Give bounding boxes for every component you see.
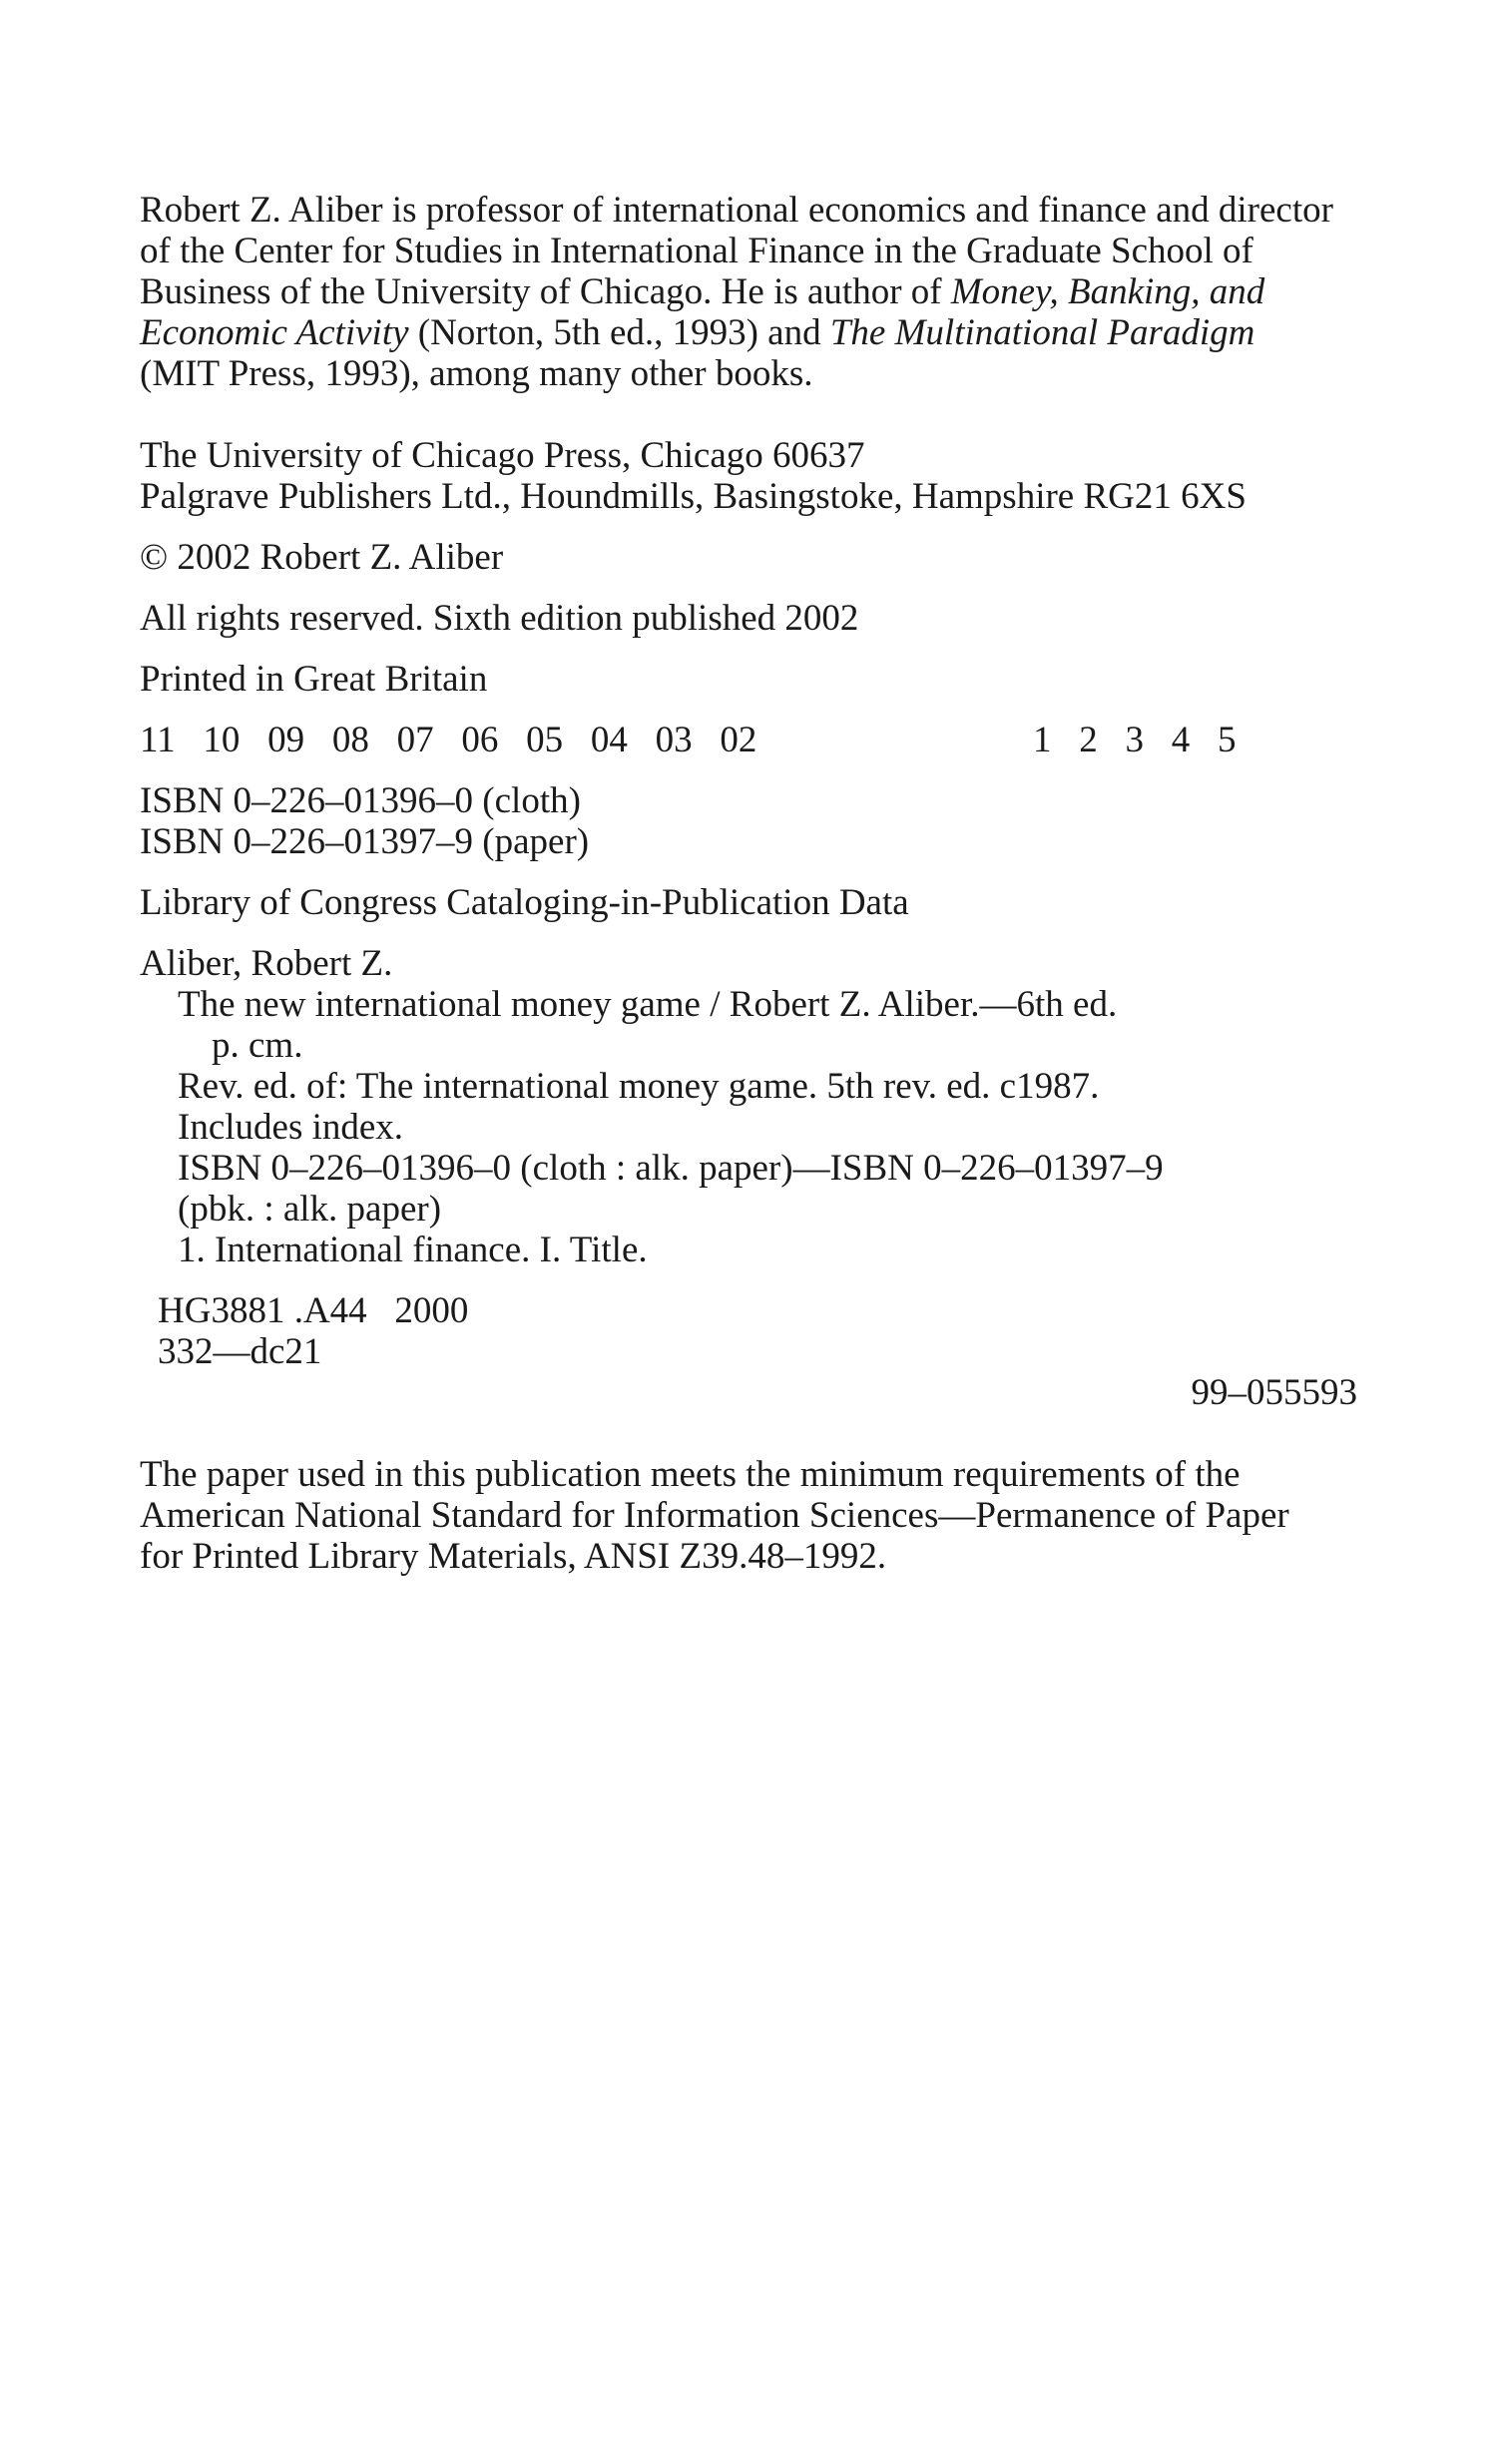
isbn-paper: ISBN 0–226–01397–9 (paper)	[140, 821, 590, 862]
cip-heading: Library of Congress Cataloging-in-Publication Data	[140, 882, 909, 923]
permanence-line: American National Standard for Information Sciences—Permanence of Paper	[140, 1495, 1289, 1536]
printing-line	[140, 720, 1357, 760]
cip-isbn-line: (pbk. : alk. paper)	[178, 1189, 442, 1230]
publishers	[140, 435, 1357, 517]
bio-line: of the Center for Studies in International Finance in the Graduate School of	[140, 231, 1253, 271]
permanence-line: for Printed Library Materials, ANSI Z39.48–1992.	[140, 1536, 887, 1577]
cip-note-rev: Rev. ed. of: The international money game. 5th rev. ed. c1987.	[178, 1066, 1100, 1107]
classification	[140, 1290, 1357, 1413]
cip-author: Aliber, Robert Z.	[140, 943, 393, 984]
bio-line	[140, 312, 1357, 353]
publisher-chicago: The University of Chicago Press, Chicago 60637	[140, 435, 865, 476]
cip-subject: 1. International finance. I. Title.	[178, 1230, 648, 1270]
paper-permanence	[140, 1454, 1357, 1577]
book-title-economic-activity: Economic Activity	[140, 312, 409, 353]
lccn-row	[140, 1372, 1357, 1413]
permanence-line: The paper used in this publication meets the minimum requirements of the	[140, 1454, 1241, 1495]
printing-numbers: 1 2 3 4 5	[1033, 720, 1237, 760]
isbn-block	[140, 780, 1357, 862]
book-title-multinational-paradigm: The Multinational Paradigm	[829, 312, 1255, 353]
bio-text: (Norton, 5th ed., 1993) and	[408, 312, 830, 353]
author-bio	[140, 190, 1357, 394]
book-title-money-banking: Money, Banking, and	[950, 271, 1265, 312]
dewey-classification: 332—dc21	[158, 1331, 322, 1372]
bio-line: Robert Z. Aliber is professor of international economics and finance and director	[140, 190, 1333, 231]
copyright-notice: © 2002 Robert Z. Aliber	[140, 537, 504, 578]
bio-text: Business of the University of Chicago. He is author of	[140, 271, 951, 312]
bio-line: (MIT Press, 1993), among many other books.	[140, 353, 813, 394]
cip-title: The new international money game / Robert Z. Aliber.—6th ed.	[178, 984, 1118, 1025]
cip-note-index: Includes index.	[178, 1107, 404, 1148]
lc-classification: HG3881 .A44 2000	[158, 1290, 469, 1331]
bio-line	[140, 271, 1357, 312]
cip-isbn-line: ISBN 0–226–01396–0 (cloth : alk. paper)—ISBN 0–226–01397–9	[178, 1148, 1164, 1189]
publisher-palgrave: Palgrave Publishers Ltd., Houndmills, Basingstoke, Hampshire RG21 6XS	[140, 476, 1247, 517]
printed-notice: Printed in Great Britain	[140, 659, 488, 700]
cip-physical: p. cm.	[212, 1025, 303, 1066]
printing-years: 11 10 09 08 07 06 05 04 03 02	[140, 720, 757, 760]
isbn-cloth: ISBN 0–226–01396–0 (cloth)	[140, 780, 581, 821]
copyright-page	[140, 190, 1357, 1577]
rights-notice: All rights reserved. Sixth edition published 2002	[140, 598, 859, 639]
lccn-number: 99–055593	[1191, 1372, 1357, 1413]
cip-record	[140, 943, 1357, 1270]
